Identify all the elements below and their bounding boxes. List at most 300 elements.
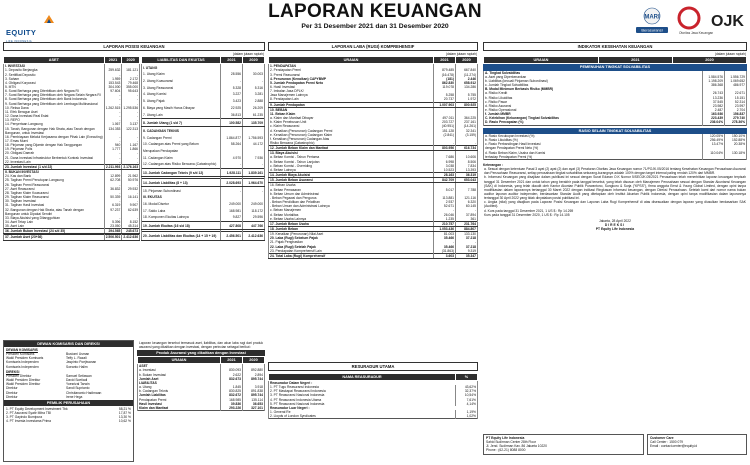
reinsurer-section (268, 362, 478, 419)
row-value: - (122, 102, 140, 106)
solvency-rows (483, 71, 747, 126)
row-value: 1.167 (122, 143, 140, 147)
row-value: - (456, 141, 478, 146)
row-label: 17. Saldo Laba (142, 208, 221, 215)
row-value: - (122, 191, 140, 195)
row-value: 120.05% (703, 134, 725, 138)
row-value (243, 148, 265, 155)
row-value: 37.545 (703, 100, 725, 104)
note-item: Kurs pada tanggal 31 Desember 2020, 1 US $ : Rp 14.105 (484, 212, 570, 217)
row-label: 14. Penyertaan Langsung (4, 122, 105, 126)
row-value: 121.116 (456, 196, 478, 200)
row-value: 6.319 (104, 203, 122, 207)
solv-col-2020: 2020 (672, 57, 746, 64)
income-statement-section (268, 42, 478, 259)
row-value: 940 (104, 143, 122, 147)
row-value: 10.606 (456, 155, 478, 159)
row-label: 1. Deposito Berjangka (4, 68, 105, 72)
row-value: 62.639 (122, 208, 140, 212)
person-name: David Soetiadi (66, 378, 88, 383)
row-value: 150.10% (725, 134, 747, 138)
row-label: 36. Jumlah Bukan Investasi (24 s/d 35) (4, 229, 105, 234)
row-label: 19. Pinjaman Polis (4, 147, 105, 151)
row-label: b. Beban Umum dan Administrasi (269, 192, 434, 196)
row-value: 2.412.636 (123, 235, 139, 240)
row-value: 427.808 (221, 222, 243, 230)
row-label: 15. Tanah, Bangunan dengan Hak Strata, atau Tanah dengan (4, 127, 105, 131)
row-value: 256.49% (703, 138, 725, 142)
income-col-2021: 2021 (434, 57, 456, 64)
row-value: - (104, 160, 122, 165)
row-value: 45.314 (122, 224, 140, 229)
reinsurer-title: RESURADUR UTAMA (268, 362, 478, 371)
row-value: (31.863) (434, 249, 456, 254)
row-value: 2.172 (122, 77, 140, 81)
row-label: c. Klaim Reasuransi (269, 124, 434, 128)
row-value (243, 128, 265, 135)
brand-name: EQUITY (6, 28, 37, 37)
row-value: - (104, 191, 122, 195)
row-value: - (221, 161, 243, 168)
table-row (142, 161, 265, 168)
row-value: 1.069.652 (725, 79, 747, 83)
row-value: - (221, 188, 243, 195)
row-value: 2.412.636 (243, 232, 265, 241)
row-value: 151.128 (434, 129, 456, 133)
row-value: 36.319 (456, 173, 478, 178)
owners-list (4, 406, 133, 425)
row-value: 10.523 (434, 168, 456, 173)
row-value: 15.151 (725, 96, 747, 100)
row-value: 118.172 (243, 208, 265, 215)
row-label: LIABILITAS (138, 381, 221, 385)
table-row (142, 141, 265, 148)
row-label: f. Kenaikan (Penurunan) Cadangan Atas (269, 137, 434, 141)
row-label: 3. PT Reasuransi Nasional Indonesia (269, 393, 456, 397)
directors-title: DIREKSI (6, 369, 20, 374)
row-label: e. Beban Usaha Lainnya (269, 217, 434, 222)
row-value: 1.295.536 (123, 105, 139, 110)
row-value (703, 155, 725, 160)
row-value: (181) (434, 77, 456, 81)
row-value: 5.396 (104, 220, 122, 224)
table-row (142, 85, 265, 92)
row-value: 1,19% (456, 410, 478, 414)
row-value: - (122, 151, 140, 155)
owner-share: 17,87 % (118, 411, 131, 416)
row-value: 1.584.576 (703, 75, 725, 79)
row-value: 5.316 (243, 85, 265, 92)
row-value: 4,14% (456, 402, 478, 406)
row-value: - (122, 93, 140, 97)
row-label: Jasa Manajemen Lainnya (269, 93, 434, 97)
row-value: 364.225 (456, 116, 478, 120)
row-label: 1. PENDAPATAN (269, 64, 434, 69)
row-value: 895.744 (243, 393, 265, 397)
table-row (142, 134, 265, 141)
table-row (142, 188, 265, 195)
row-label: 8. Pendapatan Lain (269, 97, 434, 102)
row-value (221, 148, 243, 155)
row-label: Merupakan Pendapatan (142, 148, 221, 155)
row-label: 15. Jumlah Beban Asuransi (269, 178, 434, 183)
row-value: 1.198.209 (703, 79, 725, 83)
row-label: c. Rasio Perbandingan Hasil Investasi (484, 142, 703, 146)
row-value: 22.925 (221, 105, 243, 112)
row-value: 95.643 (122, 89, 140, 93)
note-item: d. Kurs pada tanggal 31 Desember 2021, 1 US $ : Rp 14.269 (484, 208, 574, 213)
table-row (142, 71, 265, 78)
row-value: - (122, 216, 140, 220)
row-value: - (434, 141, 456, 146)
person-name: Christiananto Hadimaan (66, 390, 102, 395)
income-col-label: URAIAN (269, 57, 434, 64)
row-label: 23. Jumlah Investasi (1 s/d 22) (4, 164, 105, 169)
row-value: 203.727 (434, 120, 456, 124)
owner-share: 13,30 % (118, 415, 131, 420)
financial-health-section (483, 42, 747, 231)
signoff (483, 219, 747, 231)
row-value: 7.936 (243, 154, 265, 161)
solvency-band: PEMENUHAN TINGKAT SOLVABILITAS (483, 64, 747, 70)
owner-share: 58,21 % (118, 406, 131, 411)
ratio-rows (483, 134, 747, 160)
row-value: 35.347 (456, 253, 478, 258)
row-label: a. Aset yang Diperkenankan (484, 75, 703, 79)
row-label: d. Beban Lainnya (269, 168, 434, 173)
row-value: - (104, 102, 122, 106)
financial-health-unit: (dalam jutaan rupiah) (714, 51, 746, 56)
footer-company: PT Equity Life Indonesia (486, 436, 525, 440)
row-value: 210.757 (434, 221, 456, 226)
row-value: 30.003 (243, 71, 265, 78)
equity-logo (6, 22, 64, 36)
row-value: 1.556.729 (725, 75, 747, 79)
unit-linked-intro: Laporan keuangan tersebut termasuk aset, liabilitas, dan akun laba rugi dari produk asuransi yang dikaitkan dengan investasi, dengan perincian sebagai berikut : (139, 341, 263, 350)
row-value: 355.000 (122, 85, 140, 89)
row-label: a. Klaim dan Manfaat Dibayar (269, 116, 434, 120)
row-label: - Beban Umum dan Administrasi Lainnya (269, 204, 434, 208)
table-row (142, 208, 265, 215)
row-value: 667.840 (456, 68, 478, 72)
row-value: 386.368 (703, 83, 725, 87)
row-label: f. Jumlah MMBR (484, 112, 703, 116)
row-value: - (104, 135, 122, 139)
row-label: 15. Pinjaman Subordinasi (142, 188, 221, 195)
owners-title: PEMILIK PERUSAHAAN (4, 400, 133, 406)
row-label: 2. Sertifikat Deposito (4, 73, 105, 77)
row-value: 1.839.161 (243, 169, 265, 177)
row-value: 26.209 (243, 105, 265, 112)
svg-text:Berasuransi: Berasuransi (641, 27, 663, 33)
row-label: 11. Efek Beragun Aset (4, 110, 105, 114)
row-value: - (122, 73, 140, 77)
row-value: 135.114 (243, 398, 265, 402)
row-value: - (122, 110, 140, 114)
row-value: 110.04% (703, 151, 725, 155)
solv-col-label: URAIAN (484, 57, 599, 64)
row-value: 168.981 (221, 208, 243, 215)
row-label: 31. Tagihan Hasil Investasi (4, 203, 105, 207)
row-label: d. Kenaikan (Penurunan) Cadangan Premi (269, 129, 434, 133)
row-value: 832.672 (221, 393, 243, 397)
row-value: 50.976 (122, 178, 140, 182)
row-label: 6. Surat Berharga yang Diterbitkan oleh Negara RI (4, 89, 105, 93)
footer-addr2: Jl. Jend. Sudirman Kav. 86 Jakarta 10220 (486, 444, 547, 449)
row-value: 52.671 (434, 204, 456, 208)
commissioner-item (6, 365, 131, 369)
row-value: 5.258 (434, 93, 456, 97)
row-label: - Beban Pegawai dan Pengurus (269, 196, 434, 200)
row-value: 12.899 (104, 174, 122, 178)
row-value: - (104, 93, 122, 97)
assets-col-2021: 2021 (104, 57, 122, 64)
row-value: 23.050 (104, 224, 122, 229)
table-row (142, 148, 265, 155)
row-value: 2.506.501 (105, 235, 121, 240)
svg-text:OJK: OJK (711, 13, 744, 30)
row-value: 616.734 (456, 146, 478, 151)
svg-text:Otoritas Jasa Keuangan: Otoritas Jasa Keuangan (679, 31, 714, 35)
row-value: 37.218 (456, 236, 478, 240)
row-label: b. Rasio Likuiditas (%) (484, 138, 703, 142)
table-row (4, 235, 140, 240)
row-label: 18. Komponen Ekuitas Lainnya (142, 214, 221, 221)
row-value: 2.622 (221, 373, 243, 377)
row-value: 3.281 (243, 91, 265, 98)
row-label: 4. Penurunan (Kenaikan) CAPYBMP (269, 77, 434, 81)
row-value: 3.423 (221, 98, 243, 105)
row-value: 2.704 (725, 108, 747, 112)
footer-addr1: Sahid Sudirman Center 28th Floor (486, 440, 537, 445)
row-value (243, 194, 265, 201)
row-value: 2.446 (456, 77, 478, 81)
row-value: 327.101 (243, 406, 265, 411)
row-value: 60.145 (456, 204, 478, 208)
row-label: b. Risiko Likuiditas (484, 96, 703, 100)
signoff-title: DIREKSI (604, 223, 626, 228)
row-label: 21. Pajak Penghasilan (269, 240, 434, 244)
row-label: 5. Utang Pajak (142, 98, 221, 105)
row-label: Jumlah Aset (138, 377, 221, 381)
cc-title: Customer Care (650, 436, 674, 440)
table-row (142, 78, 265, 85)
row-label: 20. Obligasi Daerah (4, 151, 105, 155)
equity-logo-mark-icon (44, 15, 54, 23)
row-value: 62.708 (104, 178, 122, 182)
row-label: 24. Total Laba (Rugi) Komprehensif (269, 253, 434, 258)
row-value: 2.211.993 (105, 164, 121, 169)
owner-name: 2. PT Asuransi Syatir Mitra TBI (6, 411, 51, 416)
row-label: b. Klaim Penebusan Unit (269, 120, 434, 124)
row-value: 1.972 (456, 97, 478, 102)
reins-col-name: NAMA REASURADUR (269, 374, 456, 381)
row-label: 4. PT Reasuransi Indonesia Utama (269, 398, 456, 402)
person-name: Irene Hega (66, 394, 83, 399)
row-value: 3.603 (434, 253, 456, 258)
person-name: Samuel Setiawan (66, 373, 92, 378)
row-value: 862.830 (434, 81, 456, 85)
commissioners-list (6, 352, 131, 369)
row-value: 231.764 (456, 221, 478, 226)
row-label: 37. Jumlah Aset (23+36) (4, 235, 105, 240)
row-value: 3.038 (434, 164, 456, 168)
row-label: 12. Jumlah Beban Klaim dan Manfaat (269, 146, 434, 151)
row-value: 3.137 (122, 122, 140, 126)
row-label: Hasil Investasi (138, 402, 221, 406)
row-value: - (104, 156, 122, 160)
row-label: 35. Aset Lain (4, 224, 105, 229)
row-value: - (104, 216, 122, 220)
row-value: - (122, 139, 140, 143)
row-value: - (104, 199, 122, 203)
row-value: 22.671 (725, 91, 747, 95)
table-row (142, 111, 265, 118)
row-label: c. Beban Komisi - Overriding (269, 164, 434, 168)
row-value: 6.998 (434, 160, 456, 164)
mari-berasuransi-logo (633, 6, 671, 36)
row-value: 52.314 (725, 100, 747, 104)
row-label: dengan Pendapatan Premi Neto (%) (484, 146, 703, 150)
person-name: Jaspinto Poejiwanan (66, 360, 97, 365)
assets-col-label: ASET (4, 57, 105, 64)
row-value: 7.834 (456, 164, 478, 168)
row-value: 35.466 (434, 236, 456, 240)
row-value: - (104, 139, 122, 143)
row-value: 13.393 (456, 168, 478, 173)
row-label: 2. PT Maskapai Reasuransi Indonesia (269, 389, 456, 393)
row-label: a. Risiko Kredit (484, 91, 703, 95)
row-label: terhadap Pendapatan Premi (%) (484, 155, 703, 160)
row-value: 9.827 (221, 214, 243, 221)
income-statement-table (268, 56, 478, 259)
row-label: 7. Imbalan Jasa DPLK/ (269, 89, 434, 93)
row-value: 43,62% (456, 385, 478, 389)
page-title: LAPORAN KEUANGAN (268, 1, 482, 22)
row-value: 23.997 (725, 104, 747, 108)
row-label: 7. Surat Berharga yang Diterbitkan oleh Negara Selain Negara RI (4, 93, 105, 97)
row-value: 1.959 (104, 77, 122, 81)
row-label: d. Risiko Asuransi (484, 104, 703, 108)
reinsurer-table (268, 373, 478, 419)
row-label: 26. Tagihan Premi Reasuransi (4, 183, 105, 187)
row-label: a. Beban Komisi - Tahun Pertama (269, 155, 434, 159)
row-value: 135.709 (243, 119, 265, 127)
board-title: DEWAN KOMISARIS DAN DIREKSI (4, 341, 133, 347)
row-label: 8. Surat Berharga yang Diterbitkan oleh Bank Indonesia (4, 97, 105, 101)
row-label: 25. Tagihan Premi Penutupan Langsung (4, 178, 105, 182)
row-value: 1.067 (104, 122, 122, 126)
row-label: 8. Jumlah Utang (1 s/d 7) (142, 119, 221, 127)
company-address (483, 434, 644, 455)
row-value: 4.970 (221, 154, 243, 161)
row-label: 29. Tagihan Klaim Reasuransi (4, 195, 105, 199)
row-label: 6. Hasil Investasi (269, 85, 434, 89)
row-label: 5. Jumlah Pendapatan Premi Neto (269, 81, 434, 85)
row-value: 1.053.436 (434, 226, 456, 231)
signoff-place: Jakarta, 28 April 2022 (599, 218, 631, 223)
row-value: 20.38% (725, 142, 747, 146)
row-value: 122.313 (122, 127, 140, 131)
row-label: 30. Tagihan Investasi (4, 199, 105, 203)
person-role: Presiden Direktur (6, 373, 32, 378)
row-label: Jumlah Liabilitas (138, 393, 221, 397)
row-value: 36.832 (104, 187, 122, 191)
table-row (484, 120, 747, 125)
cc-email: Email : contact.center@equity.id (650, 444, 698, 449)
row-value: 3.918 (243, 385, 265, 389)
row-label: 5. PT Reasuransi Nasional Indonesia (269, 402, 456, 406)
row-label: 19. Kenaikan (Penurunan) Nilai Aset (269, 232, 434, 237)
table-row (4, 97, 140, 101)
row-value: - (104, 73, 122, 77)
table-row (269, 253, 478, 258)
row-value: 3.227 (221, 91, 243, 98)
person-role: Direktur (6, 390, 18, 395)
ul-col-2021: 2021 (221, 357, 243, 364)
row-value (725, 155, 747, 160)
row-value: 279.740 (725, 116, 747, 120)
row-value: 294.565 (104, 229, 122, 234)
row-label: 14. Jumlah Liabilitas (8 + 13) (142, 178, 221, 186)
row-value: 832.673 (221, 377, 243, 381)
row-value: 884.807 (456, 226, 478, 231)
report-header (0, 0, 750, 38)
row-value: 134.286 (456, 85, 478, 89)
reins-col-pct: % (456, 374, 478, 381)
table-row (142, 105, 265, 112)
row-value: 133.130 (456, 232, 478, 237)
row-value: 1.866 (122, 147, 140, 151)
row-value: - (122, 183, 140, 187)
row-value: 1.235 (434, 217, 456, 222)
row-label: 17. Emas Murni (4, 139, 105, 143)
row-label: 11. Beban Klaim (269, 112, 434, 116)
table-row (142, 214, 265, 221)
row-value: 32.341 (456, 129, 478, 133)
person-name: Sandi Suprianto (66, 386, 90, 391)
row-label: I. UTANG (142, 64, 221, 71)
row-label: b. Cadangan Teknis (138, 389, 221, 393)
row-label: 12. Cadangan atas Risiko Bencana (Catastrophic) (142, 161, 221, 168)
row-label: 13. Biaya Akuisisi (269, 151, 434, 156)
row-value: 113.881 (434, 196, 456, 200)
row-value: - (122, 135, 140, 139)
row-value: 1.964.670 (243, 178, 265, 186)
unit-linked-section (137, 340, 265, 411)
row-label: 10. BEBAN (269, 107, 434, 112)
row-label: 1. General Re (269, 410, 456, 414)
row-value (221, 194, 243, 201)
row-value: (16.478) (434, 73, 456, 77)
footer-phone: Phone : (62-21) 8088 8000 (486, 448, 526, 453)
row-value (221, 128, 243, 135)
row-label: Risiko Bencana (Catastrophic) (269, 141, 434, 146)
row-value: 153.543 (104, 81, 122, 85)
row-value: 29.932 (122, 187, 140, 191)
liabilities-table (141, 56, 265, 240)
table-row (142, 64, 265, 71)
row-value: 44.172 (243, 141, 265, 148)
row-label: A. Tingkat Solvabilitas (484, 71, 703, 75)
balance-sheet-unit: (dalam jutaan rupiah) (232, 51, 264, 56)
row-label: 24. Kas dan Bank (4, 174, 105, 178)
row-label: 14. Jumlah Biaya Akuisisi (269, 173, 434, 178)
row-value: (3.159) (456, 133, 478, 137)
row-label: 2. Lloyds of London Syndicates (269, 414, 456, 419)
row-value: 37.894 (456, 213, 478, 217)
row-value: 23.982 (703, 104, 725, 108)
